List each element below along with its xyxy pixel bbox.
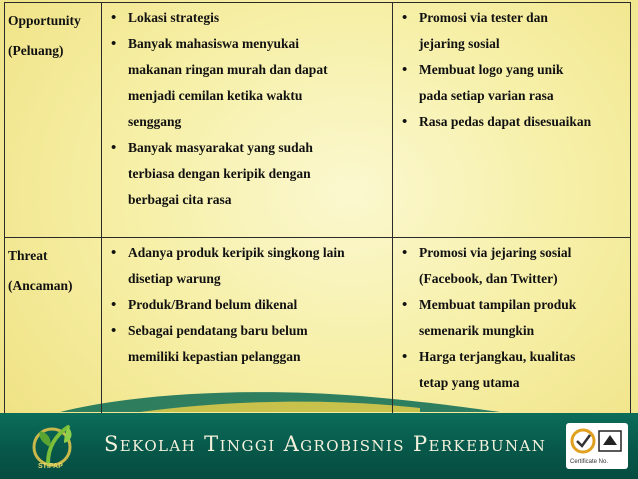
factor-cell	[102, 3, 393, 238]
item-line: • Promosi via jejaring sosial	[419, 245, 572, 260]
list-item	[102, 31, 392, 135]
certification-badge	[566, 423, 628, 469]
bullet-list	[393, 238, 630, 396]
item-line: • Banyak masyarakat yang sudah	[128, 140, 313, 155]
category-label: (Ancaman)	[8, 278, 73, 293]
category-label: (Peluang)	[8, 43, 64, 58]
item-line: • Harga terjangkau, kualitas	[419, 349, 576, 364]
strategy-cell	[393, 3, 631, 238]
category-cell	[5, 238, 102, 419]
item-line: • Adanya produk keripik singkong lain	[128, 245, 345, 260]
list-item	[393, 109, 630, 135]
list-item	[393, 57, 630, 109]
item-line: (Facebook, dan Twitter)	[419, 271, 558, 286]
footer-bar	[0, 413, 638, 479]
item-line: makanan ringan murah dan dapat	[128, 62, 328, 77]
bullet-list	[102, 238, 392, 370]
item-line: senggang	[128, 114, 182, 129]
item-line: tetap yang utama	[419, 375, 520, 390]
school-name: Sekolah Tinggi Agrobisnis Perkebunan	[104, 432, 547, 456]
item-line: • Rasa pedas dapat disesuaikan	[419, 114, 592, 129]
list-item	[102, 135, 392, 213]
sgs-ukas-certificate-icon	[566, 423, 628, 469]
swot-table	[4, 2, 631, 419]
list-item	[393, 344, 630, 396]
item-line: • Sebagai pendatang baru belum	[128, 323, 308, 338]
item-line: • Lokasi strategis	[128, 10, 220, 25]
item-line: • Produk/Brand belum dikenal	[128, 297, 298, 312]
category-cell	[5, 3, 102, 238]
item-line: pada setiap varian rasa	[419, 88, 554, 103]
category-label: Threat	[8, 248, 48, 263]
strategy-cell	[393, 238, 631, 419]
category-label: Opportunity	[8, 13, 81, 28]
item-line: • Promosi via tester dan	[419, 10, 548, 25]
table-row	[5, 238, 631, 419]
list-item	[393, 240, 630, 292]
item-line: jejaring sosial	[419, 36, 500, 51]
cert-text: Certificate No.	[570, 459, 609, 465]
item-line: • Membuat tampilan produk	[419, 297, 577, 312]
item-line: memiliki kepastian pelanggan	[128, 349, 301, 364]
item-line: • Banyak mahasiswa menyukai	[128, 36, 300, 51]
factor-cell	[102, 238, 393, 419]
list-item	[102, 292, 392, 318]
list-item	[393, 292, 630, 344]
table-row	[5, 3, 631, 238]
stipap-logo-icon	[28, 421, 86, 471]
list-item	[102, 240, 392, 292]
list-item	[102, 318, 392, 370]
item-line: terbiasa dengan keripik dengan	[128, 166, 311, 181]
item-line: menjadi cemilan ketika waktu	[128, 88, 303, 103]
bullet-list	[102, 3, 392, 213]
list-item	[393, 5, 630, 57]
item-line: • Membuat logo yang unik	[419, 62, 564, 77]
item-line: disetiap warung	[128, 271, 221, 286]
bullet-list	[393, 3, 630, 135]
item-line: berbagai cita rasa	[128, 192, 232, 207]
item-line: semenarik mungkin	[419, 323, 535, 338]
logo-text: STIPAP	[38, 463, 63, 470]
list-item	[102, 5, 392, 31]
